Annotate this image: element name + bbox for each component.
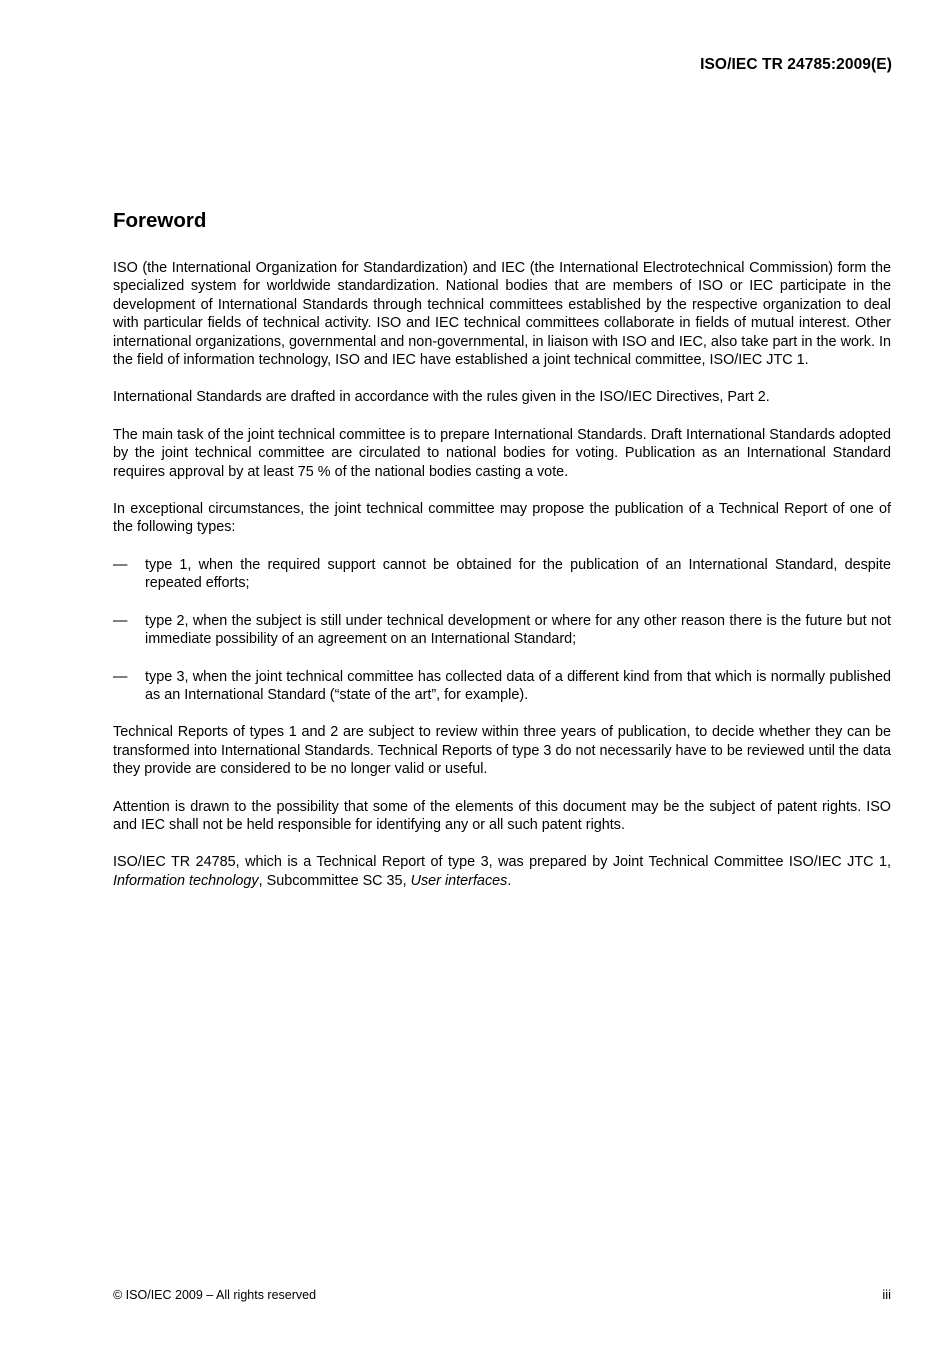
list-item-text: type 3, when the joint technical committee has collected data of a different kind from that which is normally published as an International Standard (“state of the art”, for example). xyxy=(145,668,891,703)
paragraph-iso-iec-intro: ISO (the International Organization for Standardization) and IEC (the International Electrotechnical Commission) form the specialized system for worldwide standardization. National bodies that are members of ISO or IEC participate in the development of International Standards through technical committees established by the respective organization to deal with particular fields of technical activity. ISO and IEC technical committees collaborate in fields of mutual interest. Other international organizations, governmental and non-governmental, in liaison with ISO and IEC, also take part in the work. In the field of information technology, ISO and IEC have established a joint technical committee, ISO/IEC JTC 1. xyxy=(113,260,891,369)
foreword-body xyxy=(113,259,891,909)
list-item-text: type 2, when the subject is still under technical development or where for any other reason there is the future but not immediate possibility of an agreement on an International Standard; xyxy=(145,612,891,648)
paragraph-directives: International Standards are drafted in accordance with the rules given in the ISO/IEC Directives, Part 2. xyxy=(113,389,770,406)
dash-bullet: — xyxy=(113,556,128,573)
subcommittee-name: User interfaces xyxy=(410,872,508,889)
list-item xyxy=(113,668,891,705)
prepared-by-text-2: , Subcommittee SC 35, xyxy=(258,872,411,889)
document-id: ISO/IEC TR 24785:2009(E) xyxy=(700,56,892,73)
dash-bullet: — xyxy=(113,612,128,629)
section-title: Foreword xyxy=(113,209,207,232)
footer-copyright: © ISO/IEC 2009 – All rights reserved xyxy=(113,1288,317,1302)
list-item xyxy=(113,612,891,649)
paragraph-prepared-by xyxy=(113,853,891,890)
prepared-by-text-1: ISO/IEC TR 24785, which is a Technical Report of type 3, was prepared by Joint Technical Committee ISO/IEC JTC 1, xyxy=(113,854,891,871)
list-item xyxy=(113,556,891,593)
footer-page-number: iii xyxy=(882,1287,891,1302)
paragraph-review: Technical Reports of types 1 and 2 are subject to review within three years of publication, to decide whether they can be transformed into International Standards. Technical Reports of type 3 do not necessarily have to be reviewed until the data they provide are considered to be no longer valid or useful. xyxy=(113,724,891,778)
dash-bullet: — xyxy=(113,668,128,685)
paragraph-exceptional: In exceptional circumstances, the joint technical committee may propose the publication of a Technical Report of one of the following types: xyxy=(113,501,891,536)
report-types-list xyxy=(113,556,891,704)
committee-name: Information technology xyxy=(113,872,259,889)
prepared-by-text-3: . xyxy=(507,872,512,889)
paragraph-main-task: The main task of the joint technical committee is to prepare International Standards. Draft International Standards adopted by the joint technical committee are circulated to national bodies for voting. Publication as an International Standard requires approval by at least 75 % of the national bodies casting a vote. xyxy=(113,426,891,480)
list-item-text: type 1, when the required support cannot be obtained for the publication of an International Standard, despite repeated efforts; xyxy=(145,556,891,592)
paragraph-patent: Attention is drawn to the possibility that some of the elements of this document may be the subject of patent rights. ISO and IEC shall not be held responsible for identifying any or all such patent rights. xyxy=(113,798,891,833)
